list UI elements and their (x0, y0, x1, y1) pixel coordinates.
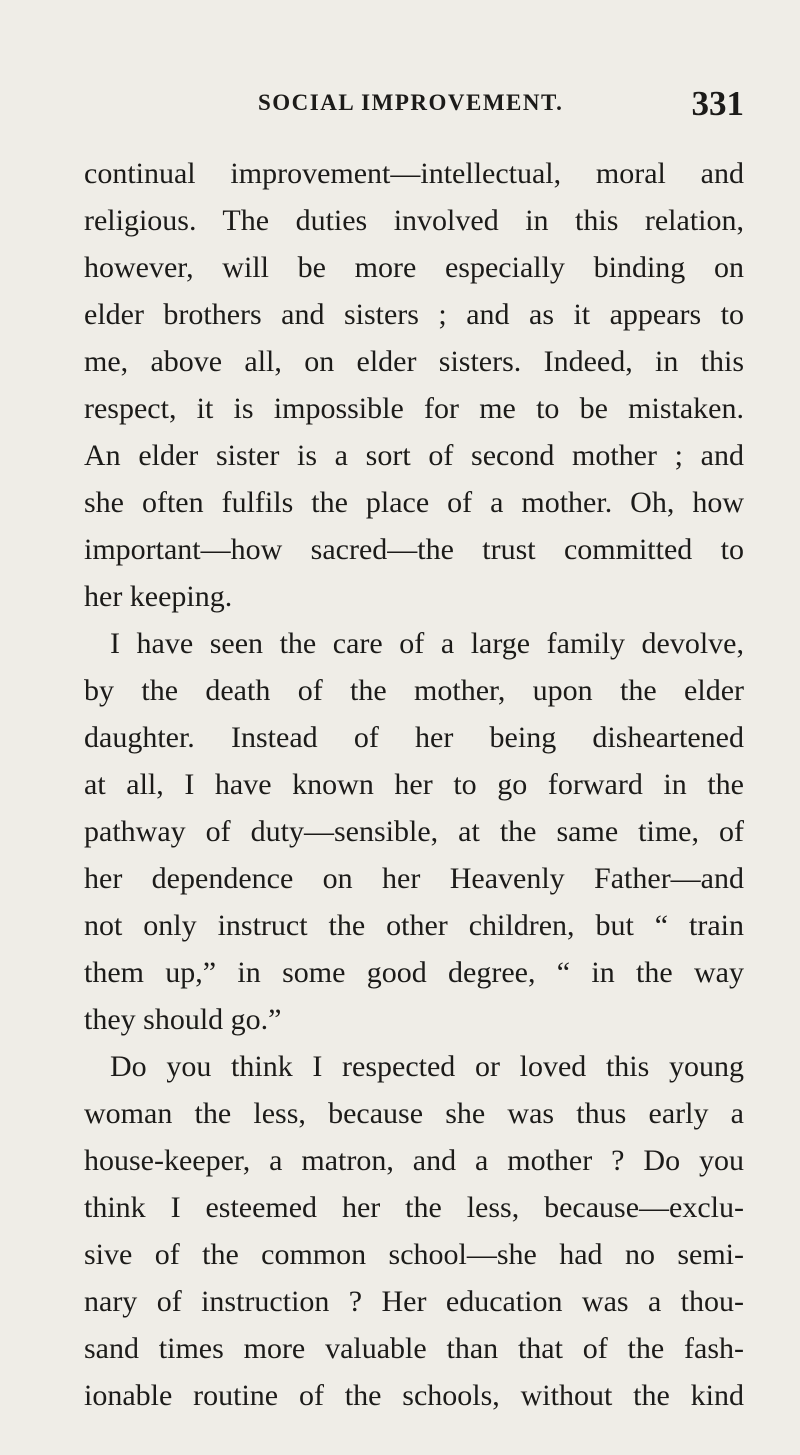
text-line: elder brothers and sisters ; and as it appears to (84, 298, 744, 331)
text-line: pathway of duty—sensible, at the same time, of (84, 815, 744, 848)
text-line: her dependence on her Heavenly Father—and (84, 862, 744, 895)
text-line: An elder sister is a sort of second mother ; and (84, 439, 744, 472)
text-line: daughter. Instead of her being disheartened (84, 721, 744, 754)
text-line: continual improvement—intellectual, moral and (84, 157, 744, 190)
text-line: she often fulfils the place of a mother. Oh, how (84, 486, 744, 519)
page-header (258, 84, 744, 124)
text-line: I have seen the care of a large family devolve, (110, 627, 744, 660)
text-line: respect, it is impossible for me to be mistaken. (84, 392, 744, 425)
text-line: sand times more valuable than that of the fash- (84, 1332, 744, 1365)
text-line: her keeping. (84, 580, 233, 613)
text-line: think I esteemed her the less, because—exclu- (84, 1191, 744, 1224)
text-line: not only instruct the other children, but “ train (84, 909, 744, 942)
text-line: however, will be more especially binding on (84, 251, 744, 284)
text-line: by the death of the mother, upon the elder (84, 674, 744, 707)
page-number: 331 (691, 84, 744, 123)
text-line: them up,” in some good degree, “ in the way (84, 956, 744, 989)
text-line: at all, I have known her to go forward in the (84, 768, 744, 801)
text-line: woman the less, because she was thus early a (84, 1097, 744, 1130)
text-line: religious. The duties involved in this relation, (84, 204, 744, 237)
text-line: they should go.” (84, 1003, 282, 1036)
body-text (84, 150, 744, 1419)
running-head: SOCIAL IMPROVEMENT. (258, 90, 564, 115)
text-line: house-keeper, a matron, and a mother ? Do you (84, 1144, 744, 1177)
text-line: important—how sacred—the trust committed to (84, 533, 744, 566)
text-line: Do you think I respected or loved this young (110, 1050, 744, 1083)
text-line: sive of the common school—she had no semi- (84, 1238, 744, 1271)
text-line: nary of instruction ? Her education was a thou- (84, 1285, 744, 1318)
text-line: me, above all, on elder sisters. Indeed, in this (84, 345, 744, 378)
text-line: ionable routine of the schools, without the kind (84, 1379, 744, 1412)
